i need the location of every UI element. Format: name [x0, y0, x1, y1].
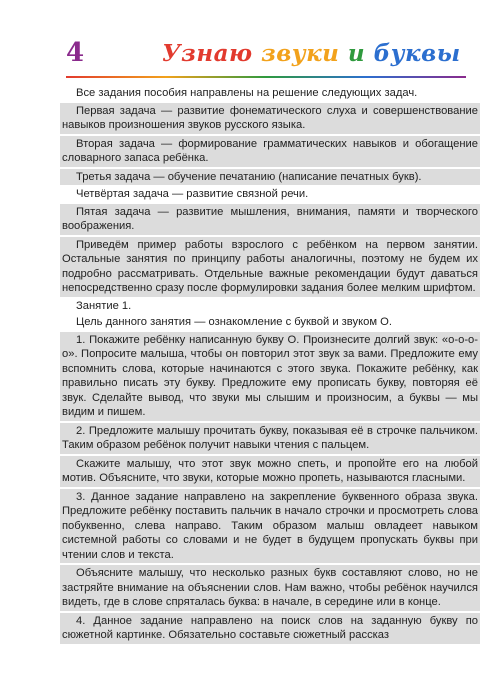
lesson-heading: Занятие 1.	[76, 299, 132, 312]
paragraph: Третья задача — обучение печатанию (написание печатных букв).	[60, 169, 480, 186]
paragraph: Приведём пример работы взрослого с ребёнком на первом занятии. Остальные занятия по принципу работы аналогичны, поэтому не будем их подробно рассматривать. Отдельные важные рекомендации будут даваться непосредственно сразу после формулировки задания более мелким шрифтом.	[60, 237, 480, 297]
body-text	[62, 86, 478, 646]
page-title	[162, 40, 461, 67]
paragraph: Все задания пособия направлены на решение следующих задач.	[76, 87, 418, 99]
title-word: Узнаю	[162, 40, 253, 67]
paragraph: Пятая задача — развитие мышления, внимания, памяти и творческого воображения.	[60, 204, 480, 235]
paragraph: 3. Данное задание направлено на закрепление буквенного образа звука. Предложите ребёнку поставить пальчик в начало строчки и просмотреть слова побуквенно, слева направо. Таким образом малыш овладеет навыком системной работы со словами и не будет в будущем пропускать буквы при чтении слов и текста.	[60, 489, 480, 564]
page-number: 4	[66, 38, 85, 68]
paragraph: Скажите малышу, что этот звук можно спеть, и пропойте его на любой мотив. Объясните, что звуки, которые можно пропеть, называются гласными.	[60, 456, 480, 487]
paragraph: 2. Предложите малышу прочитать букву, показывая её в строчке пальчиком. Таким образом ребёнок получит навыки чтения с пальцем.	[60, 423, 480, 454]
title-word: и	[347, 40, 366, 67]
page-header	[66, 36, 466, 76]
paragraph: Четвёртая задача — развитие связной речи.	[76, 188, 309, 200]
paragraph: 4. Данное задание направлено на поиск слов на заданную букву по сюжетной картинке. Обязательно составьте сюжетный рассказ	[60, 613, 480, 644]
paragraph: 1. Покажите ребёнку написанную букву О. Произнесите долгий звук: «о-о-о-о». Попросите малыша, чтобы он повторил этот звук за вами. Предложите ему вспомнить слова, которые начинаются с этого звука. Покажите ребёнку, как правильно писать эту букву. Предложите ему прописать букву, повторяя её звук. Сделайте вывод, что звуки мы слышим и произносим, а буквы — мы видим и пишем.	[60, 332, 480, 421]
paragraph: Первая задача — развитие фонематического слуха и совершенствование навыков произношения звуков русского языка.	[60, 103, 480, 134]
header-divider	[66, 76, 466, 78]
paragraph: Объясните малышу, что несколько разных букв составляют слово, но не застряйте внимание на объяснении слов. Нам важно, чтобы ребёнок научился видеть, где в слове спряталась буква: в начале, в середине или в конце.	[60, 565, 480, 611]
paragraph: Цель данного занятия — ознакомление с буквой и звуком О.	[76, 316, 392, 328]
title-word: буквы	[373, 40, 461, 67]
title-word: звуки	[261, 40, 340, 67]
paragraph: Вторая задача — формирование грамматических навыков и обогащение словарного запаса ребёнка.	[60, 136, 480, 167]
